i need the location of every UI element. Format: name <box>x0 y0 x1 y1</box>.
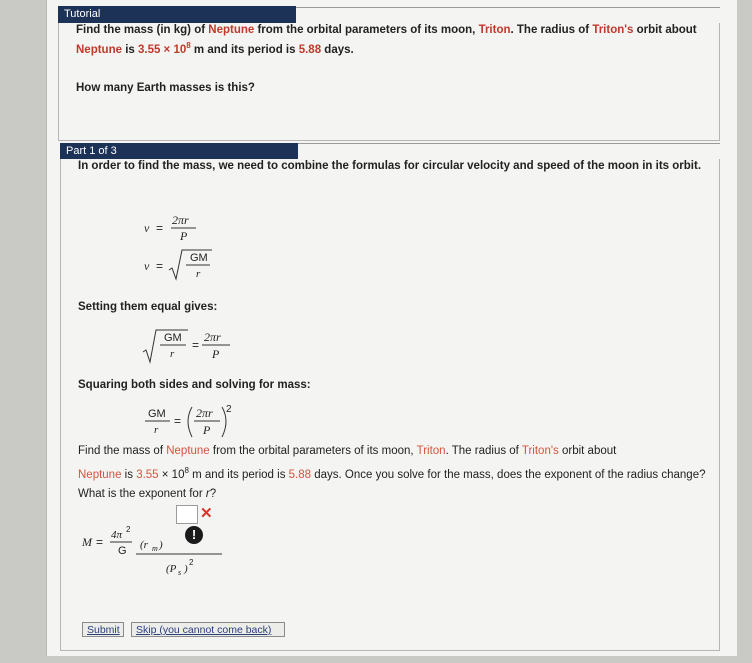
svg-text:r: r <box>154 424 159 436</box>
tutorial-header: Tutorial <box>58 6 296 23</box>
svg-text:GM: GM <box>190 252 208 264</box>
svg-text:P: P <box>180 229 188 243</box>
tutorial-header-rule <box>296 7 720 8</box>
submit-button[interactable]: Submit <box>82 622 124 637</box>
incorrect-x-icon: ✕ <box>200 505 213 522</box>
svg-text:(r: (r <box>140 539 148 551</box>
speed-formula <box>140 246 230 284</box>
svg-text:GM: GM <box>148 408 166 420</box>
svg-text:2πr: 2πr <box>172 213 189 227</box>
part-header: Part 1 of 3 <box>60 143 298 159</box>
svg-text:2: 2 <box>126 525 131 534</box>
squared-formula <box>140 402 250 442</box>
svg-text:=: = <box>96 535 104 549</box>
svg-text:m: m <box>152 544 158 553</box>
svg-text:v: v <box>144 221 150 235</box>
svg-text:2: 2 <box>189 558 194 567</box>
svg-text:=: = <box>156 221 164 235</box>
svg-text:P: P <box>203 423 211 437</box>
find-mass-instructions: Find the mass of Neptune from the orbital parameters of its moon, Triton. The radius of Triton's orbit about Neptune is $3.55 \times 10^8$ m and its period is 5.88 days. Once you solve for the mass, does the exponent of the radius change? What is the exponent for r? <box>78 445 706 500</box>
velocity-formula <box>140 210 220 244</box>
equal-formula <box>140 326 250 366</box>
tutorial-question-earth-masses: How many Earth masses is this? <box>76 82 255 94</box>
svg-text:r: r <box>170 348 175 360</box>
svg-text:): ) <box>159 539 163 551</box>
svg-text:=: = <box>192 338 200 352</box>
mass-formula <box>80 522 240 582</box>
svg-text:P: P <box>212 347 220 361</box>
svg-text:r: r <box>196 268 201 280</box>
svg-text:(P: (P <box>166 563 177 575</box>
svg-text:M: M <box>82 535 92 549</box>
tutorial-question: Find the mass (in kg) of Neptune from the orbital parameters of its moon, Triton. The radius of Triton's orbit about Neptune is $3.55 \times 10^8$ m and its period is 5.88 days. <box>76 24 697 56</box>
svg-text:2πr: 2πr <box>196 406 213 420</box>
svg-text:2πr: 2πr <box>204 330 221 344</box>
svg-text:=: = <box>174 414 182 428</box>
svg-text:s: s <box>178 568 182 577</box>
svg-text:=: = <box>156 259 164 273</box>
part-header-rule <box>298 143 720 144</box>
skip-button[interactable]: Skip (you cannot come back) <box>131 622 285 637</box>
svg-text:): ) <box>184 563 188 575</box>
svg-text:GM: GM <box>164 332 182 344</box>
alert-icon: ! <box>185 526 203 544</box>
squaring-text: Squaring both sides and solving for mass: <box>78 379 311 391</box>
setting-equal-text: Setting them equal gives: <box>78 301 218 313</box>
exponent-answer-input[interactable] <box>176 505 198 524</box>
svg-text:G: G <box>118 545 127 557</box>
part-intro: In order to find the mass, we need to combine the formulas for circular velocity and speed of the moon in its orbit. <box>78 160 702 172</box>
svg-text:4π: 4π <box>111 529 123 541</box>
svg-text:v: v <box>144 259 150 273</box>
svg-text:2: 2 <box>226 404 232 415</box>
